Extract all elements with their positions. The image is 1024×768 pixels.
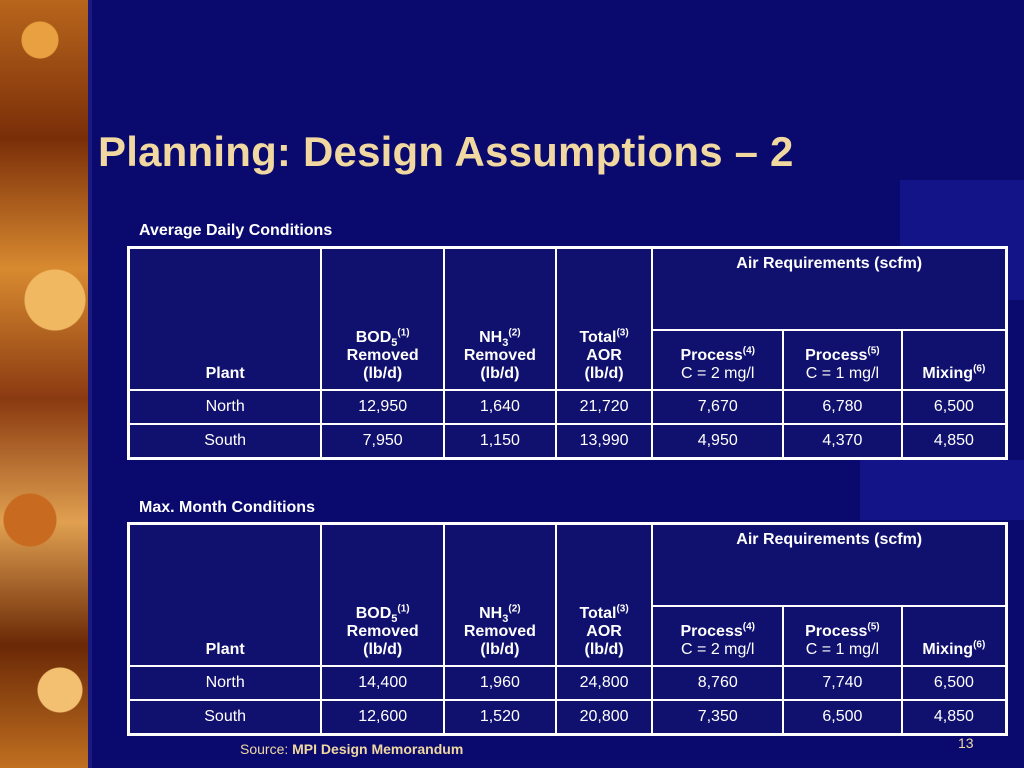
background-shape [860, 460, 1024, 520]
cell-bod: 7,950 [321, 424, 444, 459]
header-process-c1: Process$^{(5)}$ C = 1 mg/l [783, 606, 902, 666]
header-plant: Plant [129, 524, 322, 667]
table-row [129, 390, 1007, 424]
header-process-c2: Process$^{(4)}$ C = 2 mg/l [652, 606, 783, 666]
cell-nh3: 1,640 [444, 390, 556, 424]
max-month-table [127, 522, 1008, 736]
header-total-aor: Total$^{(3)}$ AOR (lb/d) [556, 248, 653, 391]
header-bod-removed: $BOD_5^{(1)}$ Removed (lb/d) [321, 248, 444, 391]
cell-mixing: 4,850 [902, 700, 1007, 735]
cell-bod: 14,400 [321, 666, 444, 700]
cell-mixing: 4,850 [902, 424, 1007, 459]
cell-bod: 12,950 [321, 390, 444, 424]
cell-mixing: 6,500 [902, 390, 1007, 424]
section-label-average-daily: Average Daily Conditions [139, 222, 333, 239]
cell-plant: South [129, 424, 322, 459]
source-note [240, 741, 463, 757]
average-daily-table [127, 246, 1008, 460]
cell-nh3: 1,150 [444, 424, 556, 459]
source-value: MPI Design Memorandum [292, 741, 464, 757]
header-process-c1: Process$^{(5)}$ C = 1 mg/l [783, 330, 902, 390]
table-row [129, 424, 1007, 459]
header-plant: Plant [129, 248, 322, 391]
section-label-max-month: Max. Month Conditions [139, 499, 315, 516]
cell-plant: North [129, 666, 322, 700]
header-air-requirements: Air Requirements (scfm) [652, 248, 1006, 331]
cell-process-c2: 4,950 [652, 424, 783, 459]
cell-process-c2: 7,350 [652, 700, 783, 735]
cell-aor: 20,800 [556, 700, 653, 735]
cell-process-c1: 6,780 [783, 390, 902, 424]
header-bod-removed: $BOD_5^{(1)}$ Removed (lb/d) [321, 524, 444, 667]
decorative-side-image [0, 0, 92, 768]
cell-process-c1: 4,370 [783, 424, 902, 459]
page-number: 13 [958, 735, 974, 751]
header-nh3-removed: $NH_3^{(2)}$ Removed (lb/d) [444, 248, 556, 391]
header-total-aor: Total$^{(3)}$ AOR (lb/d) [556, 524, 653, 667]
cell-process-c1: 7,740 [783, 666, 902, 700]
cell-nh3: 1,960 [444, 666, 556, 700]
cell-nh3: 1,520 [444, 700, 556, 735]
cell-aor: 24,800 [556, 666, 653, 700]
header-mixing: Mixing$^{(6)}$ [902, 330, 1007, 390]
header-mixing: Mixing$^{(6)}$ [902, 606, 1007, 666]
cell-plant: South [129, 700, 322, 735]
cell-process-c1: 6,500 [783, 700, 902, 735]
cell-process-c2: 7,670 [652, 390, 783, 424]
source-label: Source: [240, 741, 289, 757]
page-title: Planning: Design Assumptions – 2 [98, 128, 794, 175]
cell-aor: 13,990 [556, 424, 653, 459]
cell-plant: North [129, 390, 322, 424]
cell-bod: 12,600 [321, 700, 444, 735]
cell-mixing: 6,500 [902, 666, 1007, 700]
header-air-requirements: Air Requirements (scfm) [652, 524, 1006, 607]
header-process-c2: Process$^{(4)}$ C = 2 mg/l [652, 330, 783, 390]
header-nh3-removed: $NH_3^{(2)}$ Removed (lb/d) [444, 524, 556, 667]
table-row [129, 666, 1007, 700]
table-row [129, 700, 1007, 735]
cell-aor: 21,720 [556, 390, 653, 424]
cell-process-c2: 8,760 [652, 666, 783, 700]
